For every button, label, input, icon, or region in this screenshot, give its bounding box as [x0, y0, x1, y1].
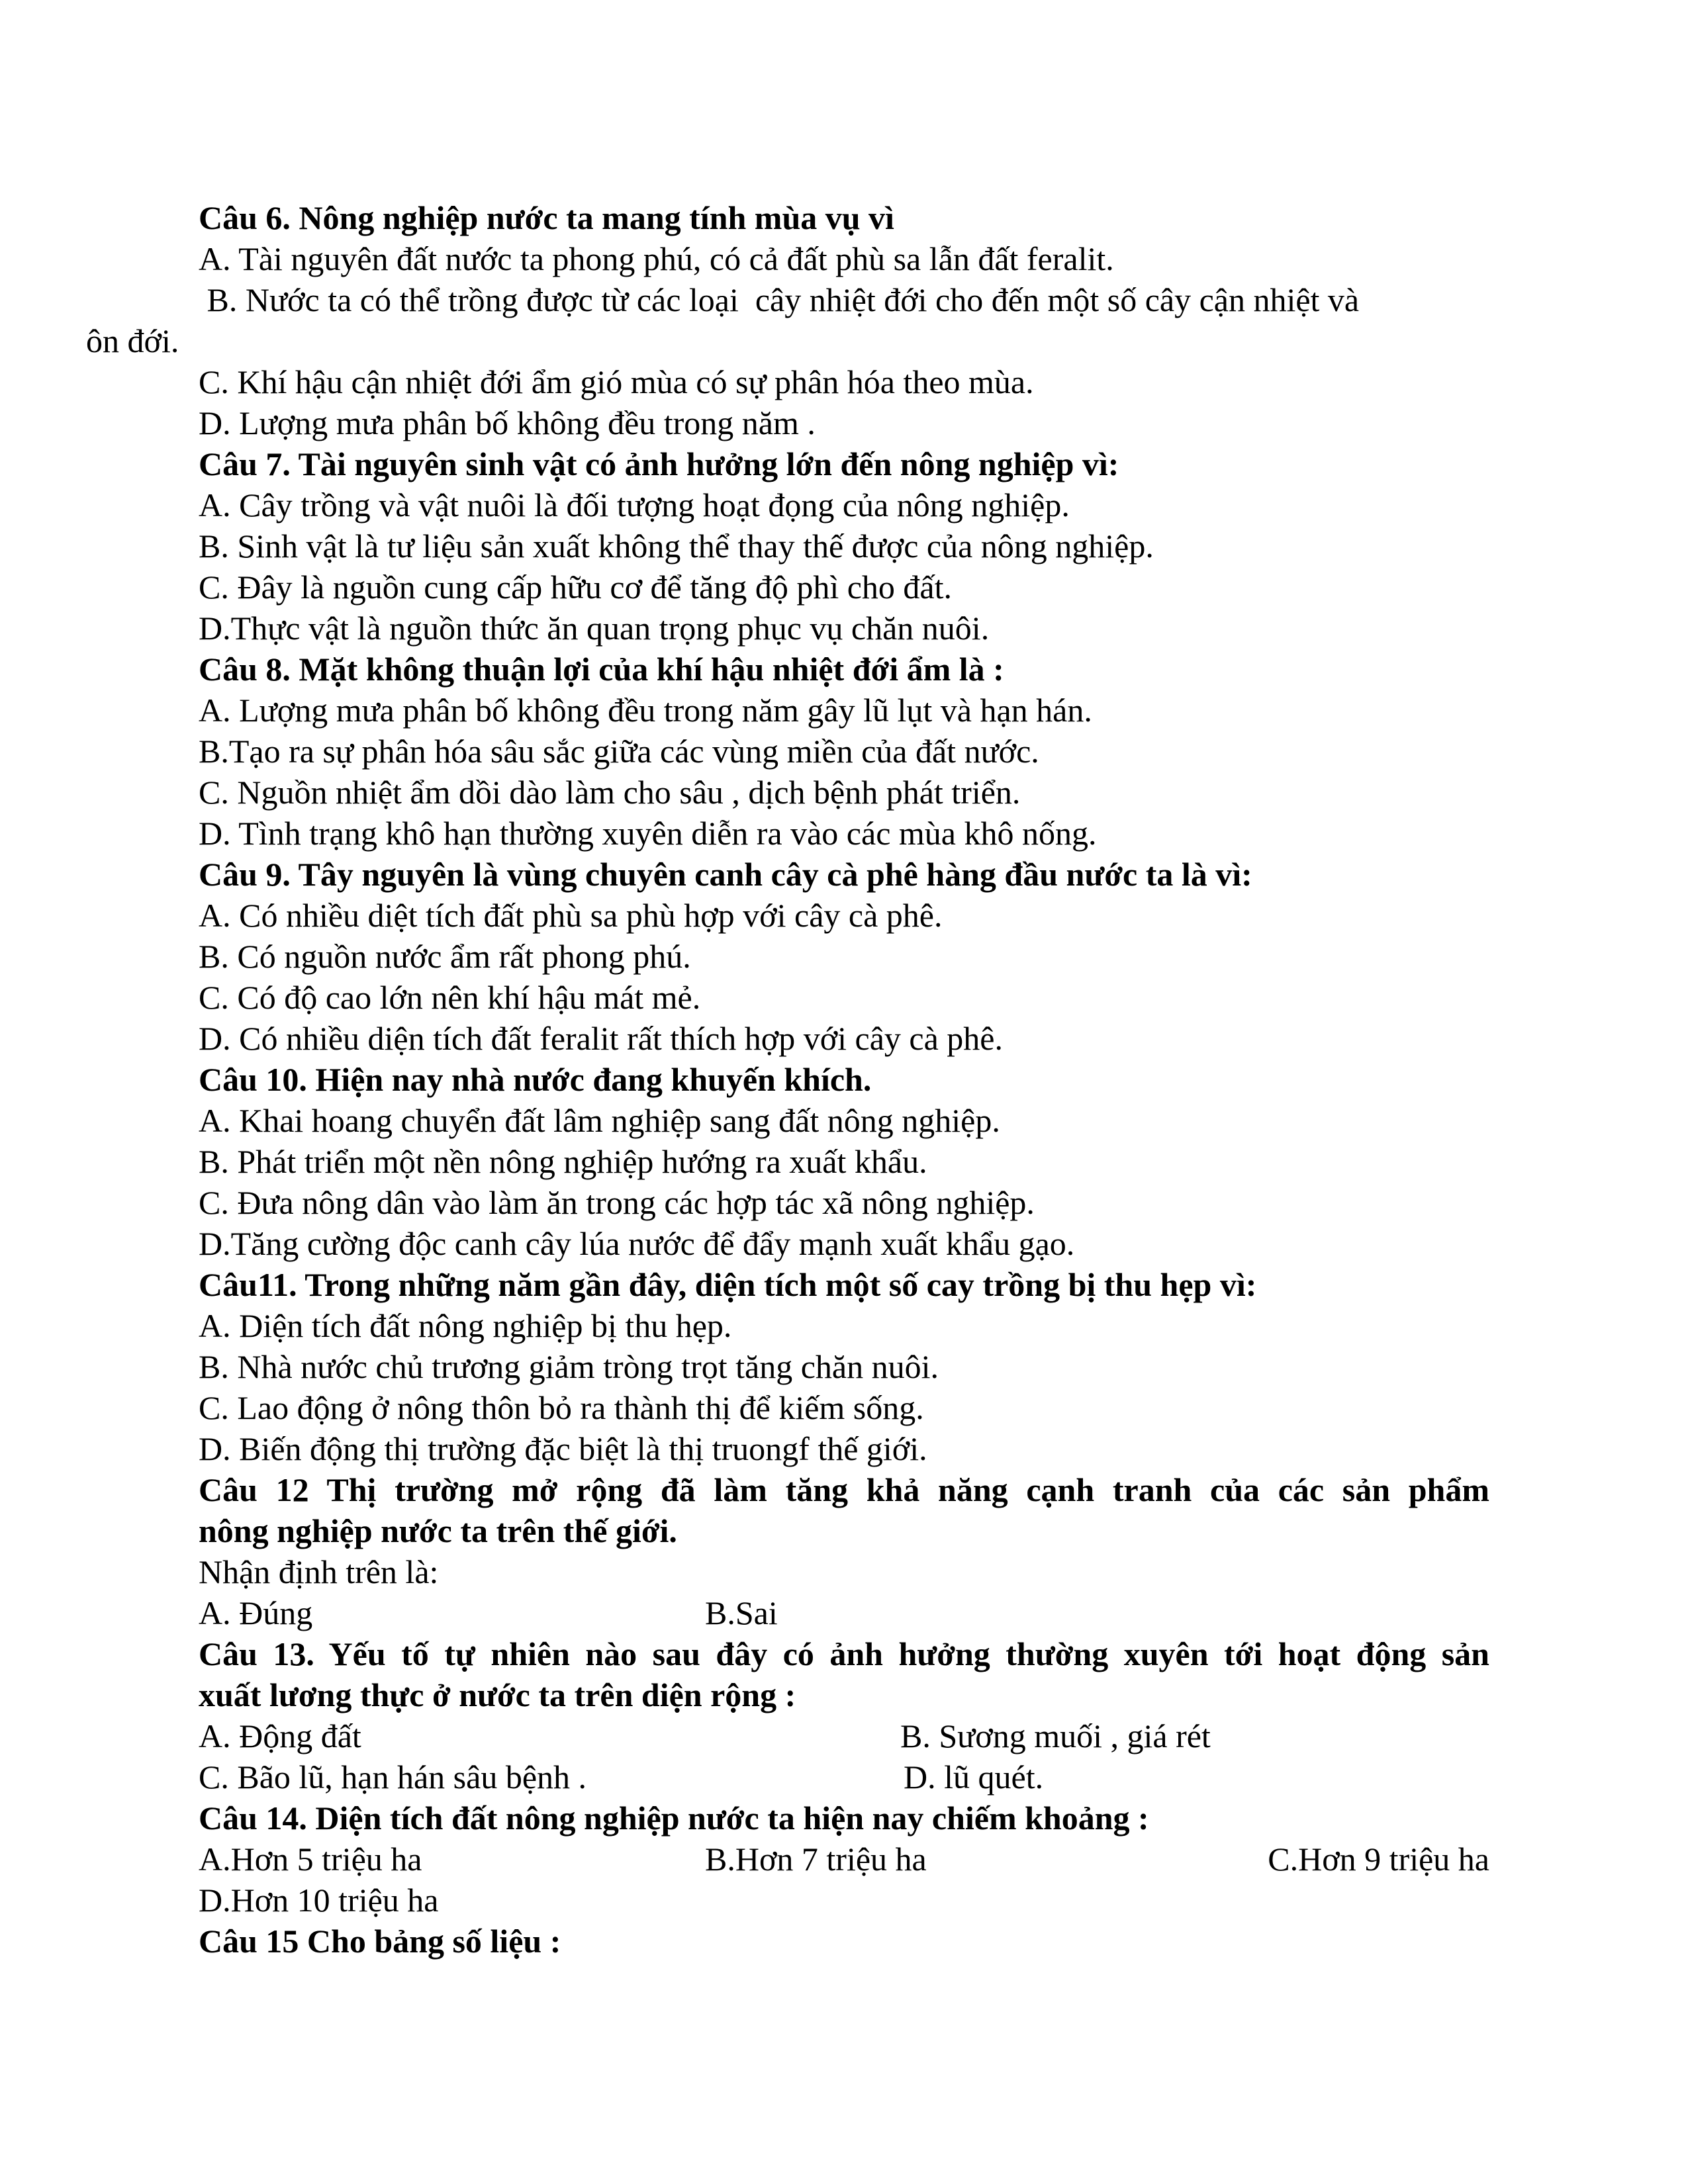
question-8-option-a: A. Lượng mưa phân bố không đều trong năm gây lũ lụt và hạn hán. — [199, 692, 1092, 729]
question-7-option-c: C. Đây là nguồn cung cấp hữu cơ để tăng độ phì cho đất. — [199, 569, 952, 606]
question-7-option-d: D.Thực vật là nguồn thức ăn quan trọng phục vụ chăn nuôi. — [199, 610, 990, 647]
question-12-options-row — [199, 1592, 1489, 1633]
question-13-option-b: B. Sương muối , giá rét — [900, 1717, 1211, 1754]
question-13-options-row-2 — [199, 1756, 1489, 1797]
question-14-option-d: D.Hơn 10 triệu ha — [199, 1882, 439, 1919]
question-12-option-b: B.Sai — [705, 1594, 778, 1631]
question-11-option-b: B. Nhà nước chủ trương giảm tròng trọt tăng chăn nuôi. — [199, 1348, 939, 1385]
question-10-option-d: D.Tăng cường độc canh cây lúa nước để đẩy mạnh xuất khẩu gạo. — [199, 1225, 1075, 1262]
question-6-option-b-continued: ôn đới. — [86, 322, 179, 359]
question-9-option-a: A. Có nhiều diệt tích đất phù sa phù hợp với cây cà phê. — [199, 897, 943, 934]
question-12-prompt: Nhận định trên là: — [199, 1553, 439, 1590]
question-14-title: Câu 14. Diện tích đất nông nghiệp nước ta hiện nay chiếm khoảng : — [199, 1799, 1149, 1837]
question-13-options-row-1 — [199, 1715, 1489, 1756]
question-10-option-c: C. Đưa nông dân vào làm ăn trong các hợp tác xã nông nghiệp. — [199, 1184, 1035, 1221]
question-10-option-a: A. Khai hoang chuyển đất lâm nghiệp sang đất nông nghiệp. — [199, 1102, 1000, 1139]
question-10-option-b: B. Phát triển một nền nông nghiệp hướng ra xuất khẩu. — [199, 1143, 927, 1180]
question-6-option-c: C. Khí hậu cận nhiệt đới ẩm gió mùa có sự phân hóa theo mùa. — [199, 363, 1034, 400]
question-14-option-a: A.Hơn 5 triệu ha — [199, 1841, 422, 1878]
question-15-title: Câu 15 Cho bảng số liệu : — [199, 1923, 561, 1960]
question-7-option-b: B. Sinh vật là tư liệu sản xuất không thể thay thế được của nông nghiệp. — [199, 527, 1154, 565]
question-14-options-row-1 — [199, 1839, 1489, 1880]
question-13-option-a: A. Động đất — [199, 1717, 361, 1754]
question-9-option-c: C. Có độ cao lớn nên khí hậu mát mẻ. — [199, 979, 701, 1016]
question-14-option-c: C.Hơn 9 triệu ha — [1268, 1841, 1489, 1878]
question-9-option-b: B. Có nguồn nước ẩm rất phong phú. — [199, 938, 691, 975]
question-12-title-continued: nông nghiệp nước ta trên thế giới. — [199, 1512, 677, 1549]
question-7-title: Câu 7. Tài nguyên sinh vật có ảnh hưởng lớn đến nông nghiệp vì: — [199, 445, 1119, 482]
question-6-title: Câu 6. Nông nghiệp nước ta mang tính mùa vụ vì — [199, 199, 894, 236]
question-12-title: Câu 12 Thị trường mở rộng đã làm tăng khả năng cạnh tranh của các sản phẩm — [199, 1471, 1489, 1508]
question-11-option-a: A. Diện tích đất nông nghiệp bị thu hẹp. — [199, 1307, 732, 1344]
question-8-title: Câu 8. Mặt không thuận lợi của khí hậu nhiệt đới ẩm là : — [199, 651, 1004, 688]
question-6-option-b: B. Nước ta có thể trồng được từ các loại cây nhiệt đới cho đến một số cây cận nhiệt và — [199, 281, 1360, 318]
question-11-option-d: D. Biến động thị trường đặc biệt là thị truongf thế giới. — [199, 1430, 927, 1467]
question-8-option-c: C. Nguồn nhiệt ẩm dồi dào làm cho sâu , dịch bệnh phát triển. — [199, 774, 1021, 811]
question-10-title: Câu 10. Hiện nay nhà nước đang khuyến khích. — [199, 1061, 872, 1098]
question-12-option-a: A. Đúng — [199, 1594, 313, 1631]
question-13-title: Câu 13. Yếu tố tự nhiên nào sau đây có ảnh hưởng thường xuyên tới hoạt động sản — [199, 1635, 1489, 1672]
question-8-option-b: B.Tạo ra sự phân hóa sâu sắc giữa các vùng miền của đất nước. — [199, 733, 1039, 770]
question-9-title: Câu 9. Tây nguyên là vùng chuyên canh cây cà phê hàng đầu nước ta là vì: — [199, 856, 1252, 893]
question-9-option-d: D. Có nhiều diện tích đất feralit rất thích hợp với cây cà phê. — [199, 1020, 1003, 1057]
question-6-option-d: D. Lượng mưa phân bố không đều trong năm . — [199, 404, 816, 441]
question-13-option-c: C. Bão lũ, hạn hán sâu bệnh . — [199, 1758, 587, 1796]
question-13-option-d: D. lũ quét. — [904, 1758, 1044, 1796]
question-8-option-d: D. Tình trạng khô hạn thường xuyên diễn ra vào các mùa khô nống. — [199, 815, 1097, 852]
question-11-option-c: C. Lao động ở nông thôn bỏ ra thành thị để kiếm sống. — [199, 1389, 924, 1426]
question-14-option-b: B.Hơn 7 triệu ha — [705, 1841, 927, 1878]
question-11-title: Câu11. Trong những năm gần đây, diện tích một số cay trồng bị thu hẹp vì: — [199, 1266, 1257, 1303]
question-13-title-continued: xuất lương thực ở nước ta trên diện rộng : — [199, 1676, 796, 1713]
question-6-option-a: A. Tài nguyên đất nước ta phong phú, có cả đất phù sa lẫn đất feralit. — [199, 240, 1114, 277]
question-7-option-a: A. Cây trồng và vật nuôi là đối tượng hoạt đọng của nông nghiệp. — [199, 486, 1070, 523]
